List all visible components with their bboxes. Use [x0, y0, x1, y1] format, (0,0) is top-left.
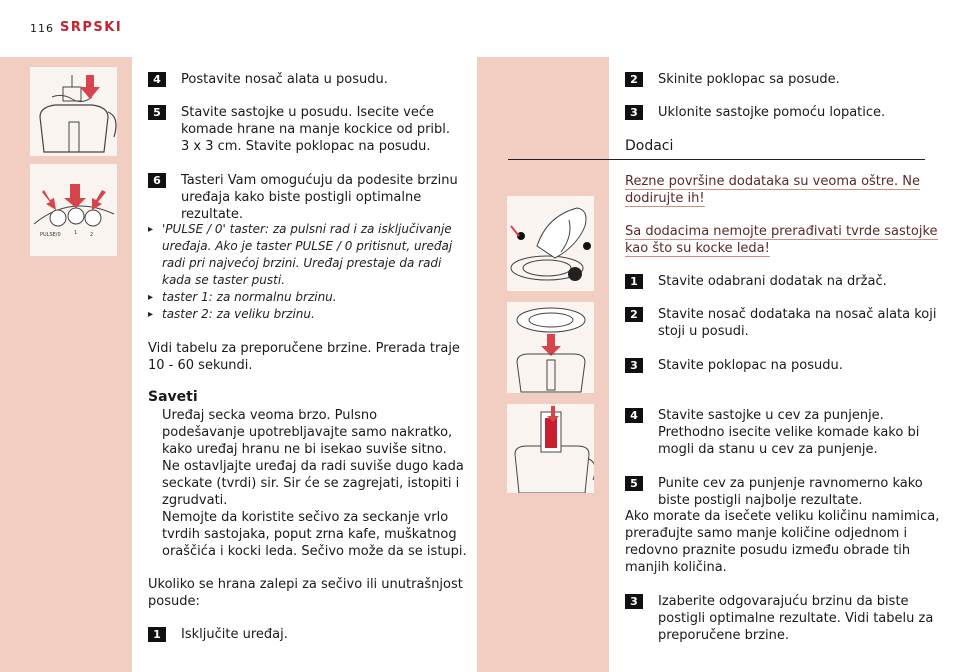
step-text-5: Stavite sastojke u posudu. Isecite veće komade hrane na manje kockice od pribl. 3 x 3 cm. Stavite poklopac na posudu.	[181, 105, 451, 154]
illustration-feeding-tube	[507, 404, 594, 493]
stick-note: Ukoliko se hrana zalepi za sečivo ili unutrašnjost posude:	[148, 577, 463, 609]
speed2-label: 2	[90, 232, 94, 238]
illustration-speed-buttons	[30, 164, 117, 256]
acc-step-text-2: Stavite nosač dodataka na nosač alata koji stoji u posudi.	[658, 307, 937, 339]
section-title-accessories: Dodaci	[625, 138, 674, 154]
warning-sharp: Rezne površine dodataka su veoma oštre. Ne dodirujte ih!	[625, 174, 920, 206]
warning-hard-ingredients: Sa dodacima nemojte prerađivati tvrde sastojke kao što su kocke leda!	[625, 224, 938, 256]
step-number-4: 4	[148, 72, 166, 87]
tips-text: Uređaj secka veoma brzo. Pulsno podešavanje upotrebljavajte samo nakratko, kako uređaj hranu ne bi isekao suviše sitno. Ne ostavljajte uređaj da radi suviše dugo kada seckate (tvrdi) sir. Sir će se zagrejati, istopiti i zgrudvati. Nemojte da koristite sečivo za seckanje vrlo tvrdih sastojaka, poput zrna kafe, muškatnog oraščića i kocki leda. Sečivo može da se istupi.	[162, 408, 467, 559]
illustration-accessory-holder	[507, 196, 594, 291]
speed-bullet-list	[162, 221, 452, 323]
acc-step-text-5: Punite cev za punjenje ravnomerno kako biste postigli najbolje rezultate.	[658, 476, 923, 508]
acc-step-text-3: Stavite poklopac na posudu.	[658, 358, 843, 373]
illustration-tool-holder	[30, 67, 117, 156]
step-number-6: 6	[148, 173, 166, 188]
bullet-pulse: ▸ 'PULSE / 0' taster: za pulsni rad i za isključivanje uređaja. Ako je taster PULSE / 0 pritisnut, uređaj radi pri najvećoj brzini. Uređaj prestaje da radi kada se taster pusti.	[162, 221, 452, 289]
speed-step-number-3: 3	[625, 594, 643, 609]
speed-step-text-3: Izaberite odgovarajuću brzinu da biste postigli optimalne rezultate. Vidi tabelu za preporučene brzine.	[658, 594, 934, 643]
acc-step-5-note: Ako morate da isečete veliku količinu namimica, prerađujte samo manje količine odjednom i redovno praznite posudu između obrade tih manjih količina.	[625, 509, 940, 575]
step-number-2-lid: 2	[625, 72, 643, 87]
illustration-accessory-on-bowl	[507, 302, 594, 393]
language-label: SRPSKI	[60, 20, 123, 35]
speed1-label: 1	[74, 230, 78, 236]
tips-heading: Saveti	[148, 389, 198, 405]
step-number-3-spatula: 3	[625, 105, 643, 120]
step-text-1-off: Isključite uređaj.	[181, 627, 288, 642]
step-text-6: Tasteri Vam omogućuju da podesite brzinu uređaja kako biste postigli optimalne rezultate.	[181, 173, 458, 222]
section-divider	[508, 159, 925, 160]
step-number-5: 5	[148, 105, 166, 120]
acc-step-text-1: Stavite odabrani dodatak na držač.	[658, 274, 887, 289]
acc-step-number-4: 4	[625, 408, 643, 423]
bullet-speed-1: ▸ taster 1: za normalnu brzinu.	[162, 289, 452, 306]
step-text-2-lid: Skinite poklopac sa posude.	[658, 72, 840, 87]
acc-step-number-3: 3	[625, 358, 643, 373]
acc-step-text-4: Stavite sastojke u cev za punjenje. Prethodno isecite velike komade kako bi mogli da stanu u cev za punjenje.	[658, 408, 920, 457]
acc-step-number-1: 1	[625, 274, 643, 289]
acc-step-number-2: 2	[625, 307, 643, 322]
page-number: 116	[30, 22, 54, 35]
speed-table-note: Vidi tabelu za preporučene brzine. Prerada traje 10 - 60 sekundi.	[148, 341, 460, 373]
pulse-label: PULSE/0	[40, 232, 61, 238]
bullet-speed-2: ▸ taster 2: za veliku brzinu.	[162, 306, 452, 323]
step-number-1-off: 1	[148, 627, 166, 642]
step-text-3-spatula: Uklonite sastojke pomoću lopatice.	[658, 105, 886, 120]
step-text-4: Postavite nosač alata u posudu.	[181, 72, 388, 87]
acc-step-number-5: 5	[625, 476, 643, 491]
